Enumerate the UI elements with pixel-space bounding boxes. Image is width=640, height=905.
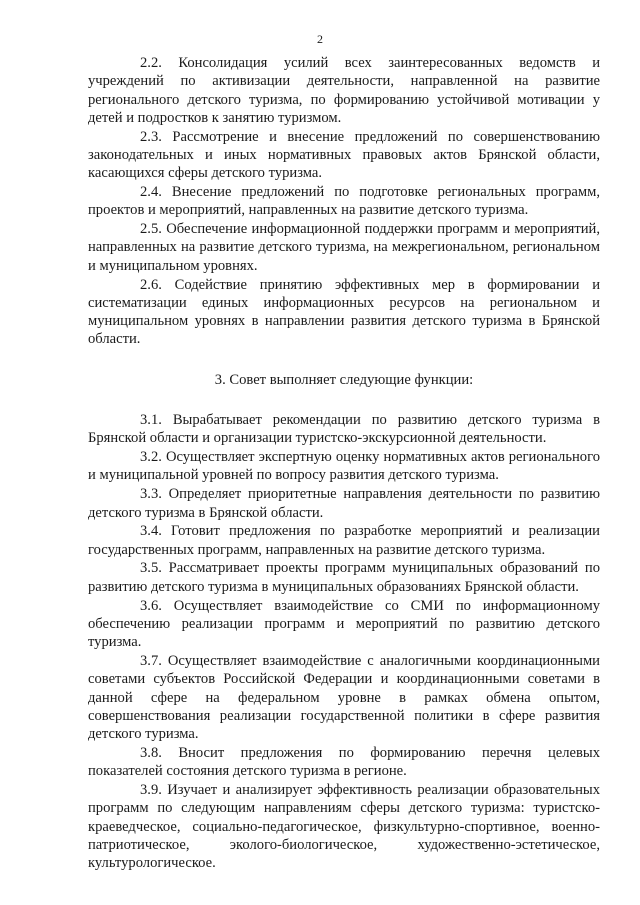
paragraph-3-4: 3.4. Готовит предложения по разработке мероприятий и реализации государственных программ, направленных на развитие детского туризма.	[88, 523, 600, 558]
paragraph-2-3: 2.3. Рассмотрение и внесение предложений по совершенствованию законодательных и иных нормативных правовых актов Брянской области, касающихся сферы детского туризма.	[88, 128, 600, 182]
paragraph-2-5: 2.5. Обеспечение информационной поддержки программ и мероприятий, направленных на развитие детского туризма, на межрегиональном, региональном и муниципальном уровнях.	[88, 221, 600, 274]
document-body	[88, 54, 600, 872]
paragraph-3-7: 3.7. Осуществляет взаимодействие с аналогичными координационными советами субъектов Российской Федерации и координационными советами в данной сфере на федеральном уровне в рамках обмена опытом, совершенствования реализации государственной политики в сфере развития детского туризма.	[88, 652, 600, 743]
page-number: 2	[317, 32, 323, 46]
paragraph-3-5: 3.5. Рассматривает проекты программ муниципальных образований по развитию детского туризма в муниципальных образованиях Брянской области.	[88, 560, 600, 595]
paragraph-2-2: 2.2. Консолидация усилий всех заинтересованных ведомств и учреждений по активизации деятельности, направленной на развитие регионального детского туризма, по формированию устойчивой мотивации у детей и подростков к занятию туризмом.	[88, 55, 600, 126]
paragraph-3-9: 3.9. Изучает и анализирует эффективность реализации образовательных программ по следующим направлениям сферы детского туризма: туристско-краеведческое, социально-педагогическое, физкультурно-спортивное, военно-патриотическое, эколого-биологическое, художественно-эстетическое, культурологическое.	[88, 781, 600, 872]
paragraph-3-6: 3.6. Осуществляет взаимодействие со СМИ по информационному обеспечению реализации программ и мероприятий по развитию детского туризма.	[88, 597, 600, 651]
paragraph-2-6: 2.6. Содействие принятию эффективных мер в формировании и систематизации единых информационных ресурсов на региональном и муниципальном уровнях в направлении развития детского туризма в Брянской области.	[88, 276, 600, 348]
paragraph-3-8: 3.8. Вносит предложения по формированию перечня целевых показателей состояния детского туризма в регионе.	[88, 744, 600, 780]
paragraph-3-2: 3.2. Осуществляет экспертную оценку нормативных актов регионального и муниципальной уровней по вопросу развития детского туризма.	[88, 449, 600, 484]
paragraph-3-1: 3.1. Вырабатывает рекомендации по развитию детского туризма в Брянской области и организации туристско-экскурсионной деятельности.	[88, 412, 600, 447]
section-3-heading: 3. Совет выполняет следующие функции:	[214, 371, 474, 388]
paragraph-2-4: 2.4. Внесение предложений по подготовке региональных программ, проектов и мероприятий, направленных на развитие детского туризма.	[88, 184, 600, 219]
paragraph-3-3: 3.3. Определяет приоритетные направления деятельности по развитию детского туризма в Брянской области.	[88, 486, 600, 521]
